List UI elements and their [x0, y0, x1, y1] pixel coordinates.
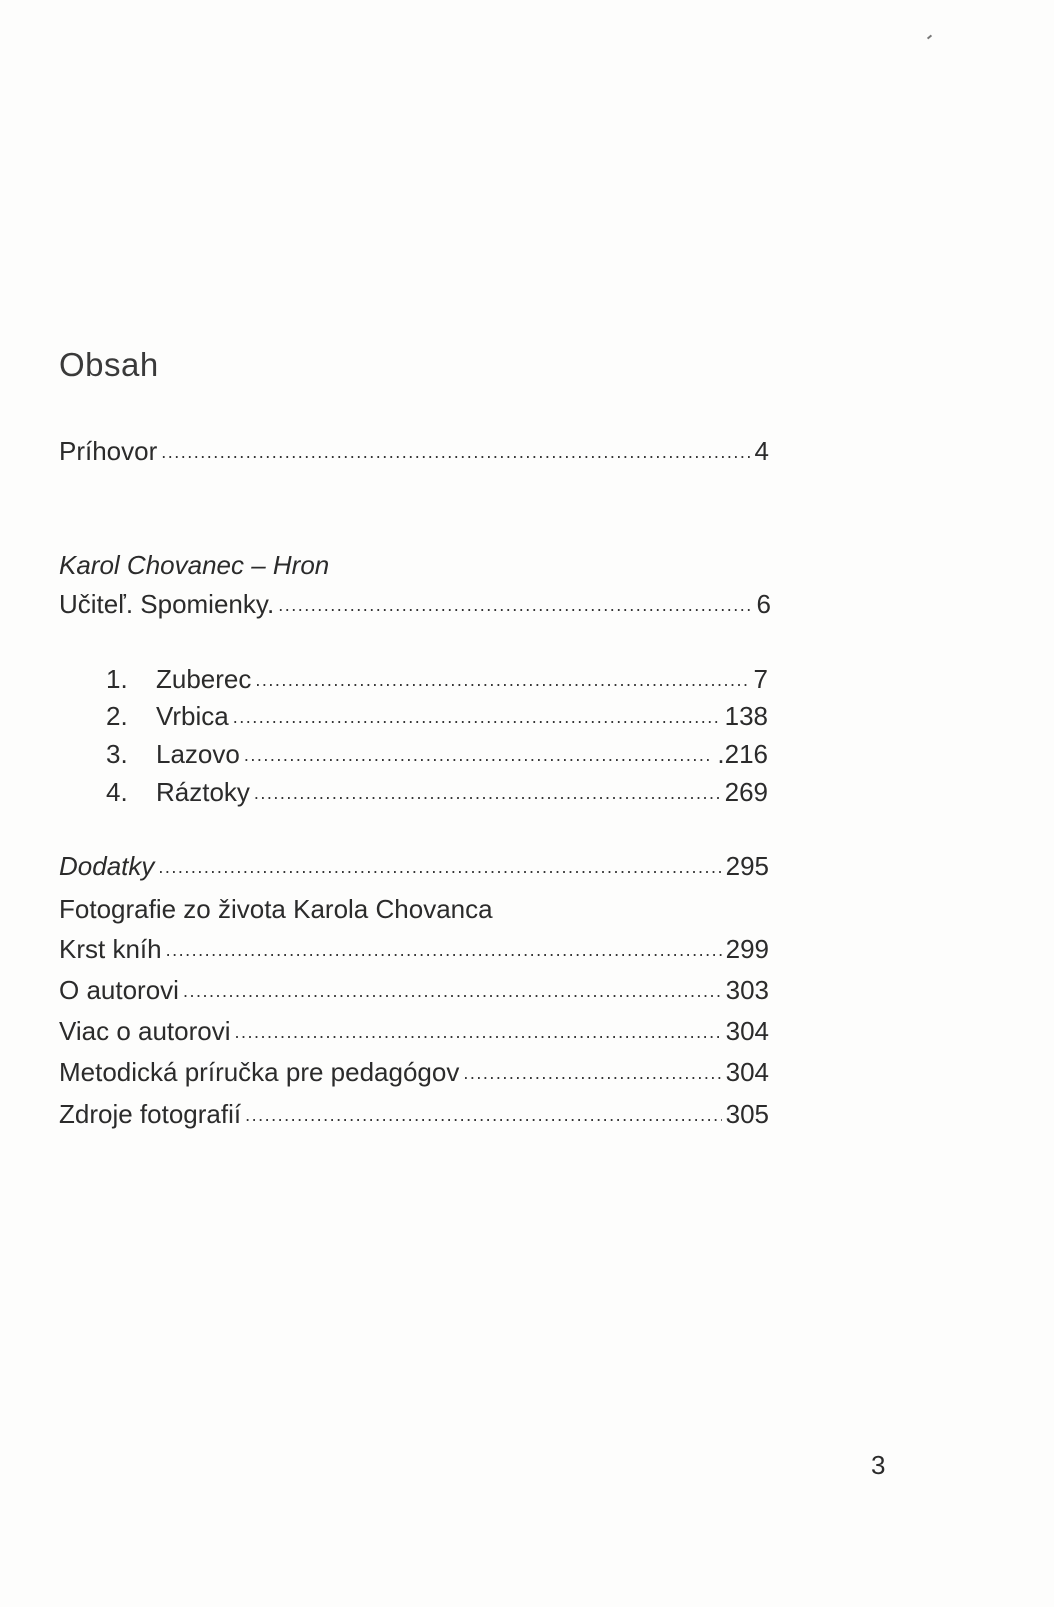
toc-entry-page: 304 [725, 1057, 769, 1087]
leader-dots [278, 589, 752, 621]
toc-entry-label: Dodatky [59, 851, 155, 881]
chapter-label: Lazovo [156, 739, 240, 769]
toc-entry-page: 303 [725, 975, 769, 1005]
scan-mark [927, 35, 932, 40]
chapter-number: 4. [106, 777, 128, 807]
toc-entry-label: Príhovor [59, 436, 158, 466]
chapter-page: 138 [724, 701, 768, 731]
leader-dots [245, 1099, 722, 1131]
page-number: 3 [871, 1450, 886, 1480]
toc-entry [59, 933, 769, 968]
leader-dots [244, 739, 714, 771]
toc-title: Obsah [59, 346, 159, 383]
toc-entry-page: 295 [725, 851, 769, 881]
toc-chapter [106, 776, 768, 811]
toc-entry-page: 299 [725, 934, 769, 964]
chapter-number: 1. [106, 664, 128, 694]
chapter-page: 7 [753, 664, 768, 694]
chapter-label: Zuberec [156, 664, 252, 694]
leader-dots [161, 436, 750, 468]
leader-dots [166, 934, 722, 966]
toc-chapter [106, 700, 768, 735]
chapter-number: 2. [106, 701, 128, 731]
chapter-page: .216 [717, 739, 768, 769]
toc-entry-label: Metodická príručka pre pedagógov [59, 1057, 460, 1087]
leader-dots [255, 664, 749, 696]
chapter-label: Vrbica [156, 701, 229, 731]
chapter-label: Ráztoky [156, 777, 250, 807]
toc-entry [59, 974, 769, 1009]
leader-dots [463, 1057, 721, 1089]
toc-entry-page: 4 [754, 436, 769, 466]
toc-entry-label: Učiteľ. Spomienky. [59, 589, 275, 619]
section-author: Karol Chovanec – Hron [59, 550, 330, 580]
leader-dots [235, 1016, 722, 1048]
appendix-photos-label: Fotografie zo života Karola Chovanca [59, 894, 493, 924]
toc-entry-page: 305 [725, 1099, 769, 1129]
toc-entry-appendix [59, 850, 769, 885]
toc-entry-intro [59, 435, 769, 470]
toc-entry-page: 6 [756, 589, 771, 619]
toc-entry-label: Krst kníh [59, 934, 162, 964]
leader-dots [158, 851, 721, 883]
leader-dots [233, 701, 721, 733]
leader-dots [183, 975, 722, 1007]
toc-entry [59, 1056, 769, 1091]
toc-chapter [106, 738, 768, 773]
toc-entry-work [59, 588, 771, 623]
chapter-page: 269 [724, 777, 768, 807]
toc-entry [59, 1098, 769, 1133]
chapter-number: 3. [106, 739, 128, 769]
toc-entry-label: Zdroje fotografií [59, 1099, 242, 1129]
toc-entry-label: Viac o autorovi [59, 1016, 231, 1046]
leader-dots [254, 777, 721, 809]
toc-entry [59, 1015, 769, 1050]
toc-entry-page: 304 [725, 1016, 769, 1046]
toc-chapter [106, 663, 768, 698]
toc-entry-label: O autorovi [59, 975, 179, 1005]
